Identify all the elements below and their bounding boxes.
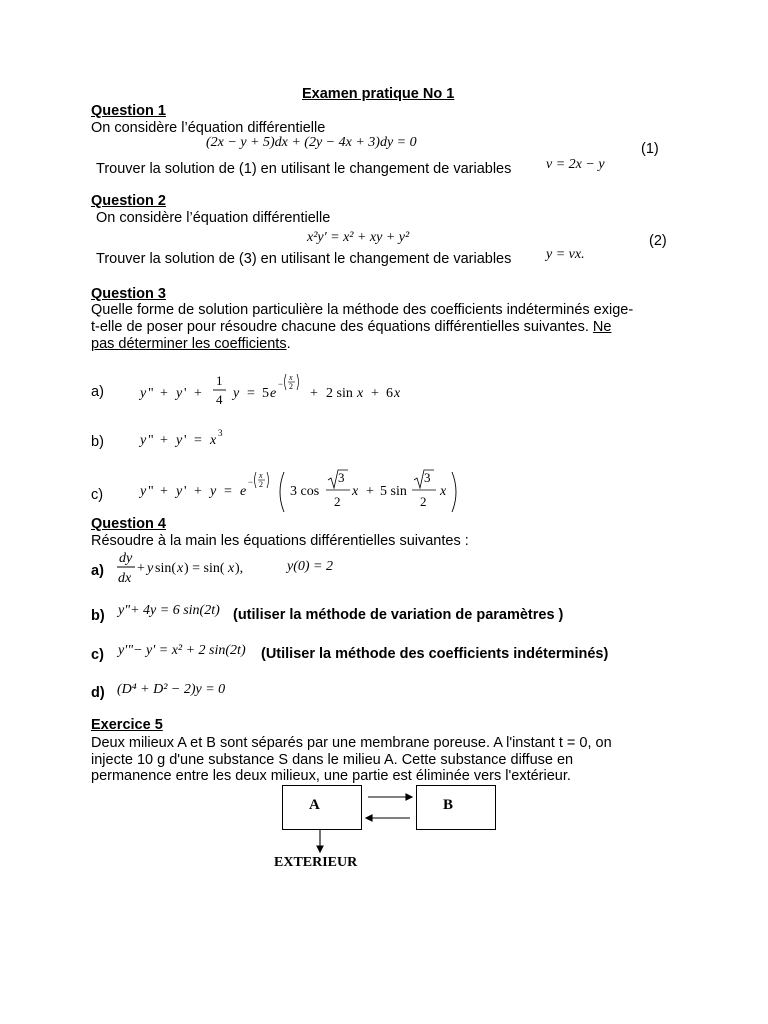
question-1-intro: On considère l’équation différentielle [91, 120, 326, 136]
svg-text:2: 2 [259, 480, 263, 489]
svg-text:=: = [247, 386, 255, 401]
compartment-b-label: B [443, 797, 454, 813]
svg-text:−: − [248, 477, 254, 487]
question-3a-label: a) [91, 384, 104, 400]
svg-text:": " [148, 386, 154, 401]
question-3b-label: b) [91, 434, 104, 450]
svg-text:+: + [137, 561, 145, 576]
question-4c-label: c) [91, 647, 104, 663]
svg-text:=: = [224, 484, 232, 499]
svg-text:5: 5 [262, 386, 269, 401]
svg-text:2: 2 [289, 382, 293, 391]
svg-text:1: 1 [216, 373, 223, 388]
arrow-b-to-a-head [366, 815, 372, 821]
svg-text:x: x [352, 484, 359, 499]
question-3a-equation [138, 370, 418, 418]
svg-text:': ' [184, 484, 187, 499]
question-4a-equation [115, 548, 275, 592]
svg-text:y: y [176, 386, 183, 401]
question-4-heading: Question 4 [91, 516, 166, 532]
question-4c-equation: y'"− y' = x² + 2 sin(2t) [118, 643, 246, 658]
svg-text:e: e [270, 386, 277, 401]
svg-text:3 cos: 3 cos [290, 484, 320, 499]
question-3b-equation [138, 422, 248, 456]
svg-text:x: x [357, 386, 364, 401]
question-3-text-line-2a: t-elle de poser pour résoudre chacune des équations différentielles suivantes. [91, 319, 589, 335]
svg-text:y: y [140, 386, 147, 401]
question-2-task: Trouver la solution de (3) en utilisant le changement de variables [96, 251, 512, 267]
svg-text:+: + [194, 484, 202, 499]
question-3-text-line-2b: Ne [592, 319, 612, 335]
svg-text:+: + [160, 386, 168, 401]
svg-text:−: − [278, 379, 284, 389]
svg-text:y: y [176, 433, 183, 448]
question-3c-equation [138, 466, 468, 520]
svg-text:),: ), [235, 561, 244, 576]
svg-text:5 sin: 5 sin [380, 484, 407, 499]
svg-text:+: + [371, 386, 379, 401]
svg-text:+: + [310, 386, 318, 401]
svg-text:x: x [210, 433, 217, 448]
exercise-5-heading: Exercice 5 [91, 717, 163, 733]
svg-text:3: 3 [424, 470, 431, 485]
svg-text:x: x [228, 561, 235, 576]
svg-text:": " [148, 484, 154, 499]
svg-text:y: y [140, 484, 147, 499]
svg-text:2: 2 [334, 494, 341, 509]
question-4a-label: a) [91, 563, 104, 579]
svg-text:y: y [233, 386, 240, 401]
flow-arrows [240, 780, 440, 894]
question-3-underlined-instruction: pas déterminer les coefficients [91, 336, 287, 352]
arrow-a-to-b-head [406, 794, 412, 800]
svg-text:sin(: sin( [155, 561, 176, 576]
exterior-label: EXTERIEUR [274, 855, 358, 870]
exercise-5-line-1: Deux milieux A et B sont séparés par une membrane poreuse. A l'instant t = 0, on [91, 735, 612, 751]
svg-text:=: = [194, 433, 202, 448]
svg-text:': ' [184, 386, 187, 401]
compartment-a-label: A [309, 797, 320, 813]
equation-2-number: (2) [649, 233, 667, 249]
svg-text:y: y [210, 484, 217, 499]
svg-text:x: x [177, 561, 184, 576]
question-3-text-line-1: Quelle forme de solution particulière la méthode des coefficients indéterminés exige- [91, 302, 634, 318]
question-4b-label: b) [91, 608, 105, 624]
svg-text:y: y [147, 561, 154, 576]
page-title: Examen pratique No 1 [302, 86, 455, 102]
question-4c-method-note: (Utiliser la méthode des coefficients indéterminés) [261, 646, 609, 662]
question-4a-initial-condition: y(0) = 2 [287, 559, 333, 574]
question-1-task: Trouver la solution de (1) en utilisant le changement de variables [96, 161, 512, 177]
question-3-heading: Question 3 [91, 286, 166, 302]
svg-text:x: x [259, 471, 263, 480]
question-4d-equation: (D⁴ + D² − 2)y = 0 [117, 682, 226, 697]
question-4b-method-note: (utiliser la méthode de variation de paramètres ) [233, 607, 564, 623]
question-2-heading: Question 2 [91, 193, 166, 209]
svg-text:dx: dx [118, 571, 132, 586]
svg-text:) = sin(: ) = sin( [184, 561, 225, 576]
svg-text:': ' [184, 433, 187, 448]
svg-text:3: 3 [218, 428, 223, 438]
svg-text:6: 6 [386, 386, 393, 401]
question-2-intro: On considère l’équation différentielle [96, 210, 331, 226]
question-4b-equation: y"+ 4y = 6 sin(2t) [118, 603, 220, 618]
question-2-equation: x²y' = x² + xy + y² [307, 230, 410, 245]
svg-text:+: + [366, 484, 374, 499]
exercise-5-line-2: injecte 10 g d'une substance S dans le milieu A. Cette substance diffuse en [91, 752, 574, 768]
svg-text:y: y [140, 433, 147, 448]
svg-text:x: x [289, 373, 293, 382]
svg-text:3: 3 [338, 470, 345, 485]
question-4d-label: d) [91, 685, 105, 701]
arrow-to-exterior-head [317, 846, 323, 852]
svg-text:+: + [160, 433, 168, 448]
question-1-equation: (2x − y + 5)dx + (2y − 4x + 3)dy = 0 [206, 135, 417, 150]
svg-text:2 sin: 2 sin [326, 386, 353, 401]
exercise-5-line-3: permanence entre les deux milieux, une partie est éliminée vers l'extérieur. [91, 768, 571, 784]
equation-1-number: (1) [641, 141, 659, 157]
svg-text:dy: dy [119, 551, 133, 566]
svg-text:+: + [194, 386, 202, 401]
svg-text:x: x [394, 386, 401, 401]
svg-text:x: x [440, 484, 447, 499]
svg-text:+: + [160, 484, 168, 499]
svg-text:4: 4 [216, 392, 223, 407]
svg-text:y: y [176, 484, 183, 499]
question-1-heading: Question 1 [91, 103, 166, 119]
question-3-text-line-2 [91, 319, 611, 335]
question-4-intro: Résoudre à la main les équations différentielles suivantes : [91, 533, 469, 549]
question-3c-label: c) [91, 487, 104, 503]
question-1-substitution: v = 2x − y [546, 157, 605, 172]
svg-text:2: 2 [420, 494, 427, 509]
question-3-period: . [286, 336, 291, 352]
question-2-substitution: y = vx. [546, 247, 585, 262]
question-3-text-line-3 [91, 336, 291, 352]
svg-text:": " [148, 433, 154, 448]
svg-text:e: e [240, 484, 247, 499]
